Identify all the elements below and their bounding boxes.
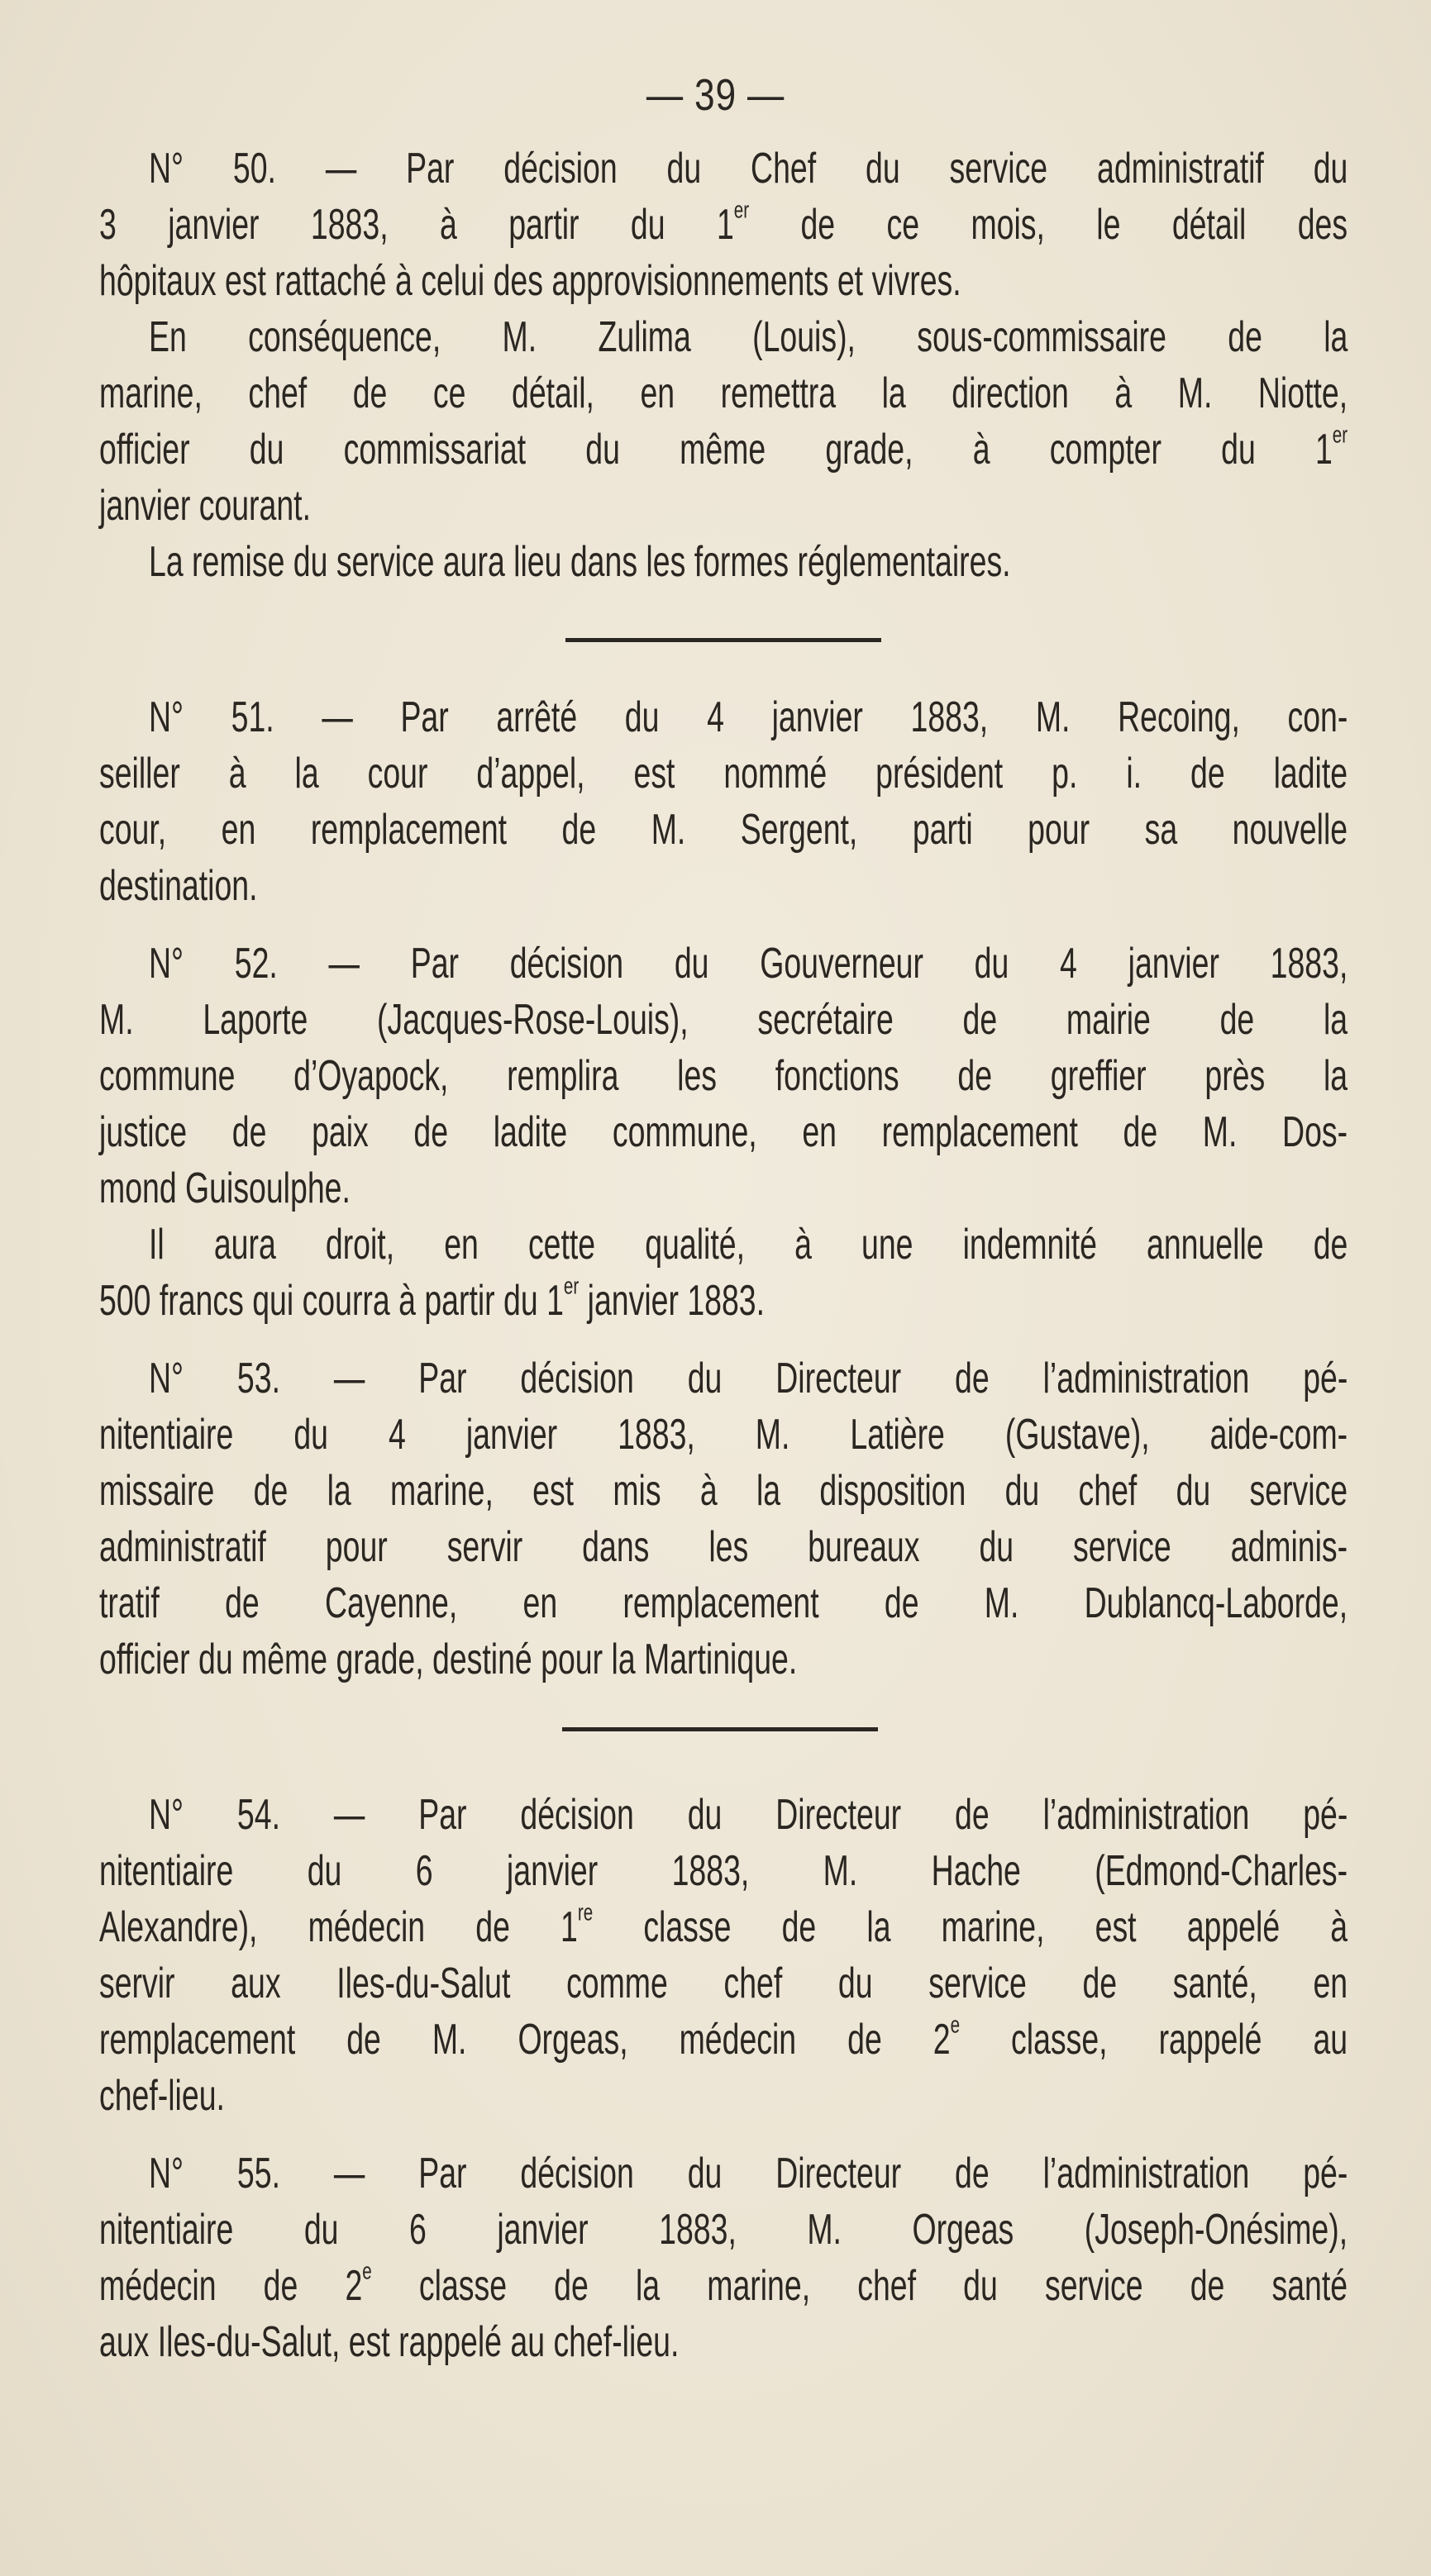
entry-50 — [99, 140, 1348, 590]
text-line — [99, 478, 1348, 534]
entry-54 — [99, 1787, 1348, 2124]
text-line-content: N° 51. — Par arrêté du 4 janvier 1883, M. Recoing, con- — [149, 693, 1348, 741]
page-number: — 39 — — [646, 70, 785, 120]
text-line-content: janvier courant. — [99, 482, 311, 530]
text-line — [99, 1955, 1348, 2012]
text-line — [99, 936, 1348, 992]
text-line — [99, 992, 1348, 1048]
text-line-content: En conséquence, M. Zulima (Louis), sous-commissaire de la — [149, 313, 1348, 361]
text-line-content: mond Guisoulphe. — [99, 1164, 351, 1212]
text-line — [99, 1899, 1348, 1955]
text-line-content: marine, chef de ce détail, en remettra la direction à M. Niotte, — [99, 369, 1348, 417]
text-line-content: N° 50. — Par décision du Chef du service administratif du — [149, 145, 1348, 193]
text-line-content: seiller à la cour d’appel, est nommé président p. i. de ladite — [99, 750, 1348, 798]
text-line-content: N° 55. — Par décision du Directeur de l’administration pé- — [149, 2150, 1348, 2197]
text-line — [99, 2068, 1348, 2124]
text-line-content: commune d’Oyapock, remplira les fonctions de greffier près la — [99, 1052, 1348, 1100]
document-body — [99, 140, 1348, 2370]
text-line-content: remplacement de M. Orgeas, médecin de 2e classe, rappelé au — [99, 2012, 1348, 2064]
text-line-content: servir aux Iles-du-Salut comme chef du service de santé, en — [99, 1959, 1348, 2007]
text-line — [99, 745, 1348, 802]
text-line-content: nitentiaire du 6 janvier 1883, M. Hache (Edmond-Charles- — [99, 1847, 1348, 1895]
text-line-content: hôpitaux est rattaché à celui des approvisionnements et vivres. — [99, 257, 961, 305]
text-line-content: 500 francs qui courra à partir du 1er janvier 1883. — [99, 1273, 766, 1325]
text-line — [99, 1273, 1348, 1329]
text-line — [99, 1843, 1348, 1899]
text-line — [99, 1407, 1348, 1463]
text-line-content: cour, en remplacement de M. Sergent, parti pour sa nouvelle — [99, 806, 1348, 854]
entry-53 — [99, 1350, 1348, 1688]
text-line-content: missaire de la marine, est mis à la disposition du chef du service — [99, 1467, 1348, 1515]
text-line-content: N° 52. — Par décision du Gouverneur du 4 janvier 1883, — [149, 940, 1348, 988]
text-line-content: nitentiaire du 6 janvier 1883, M. Orgeas (Joseph-Onésime), — [99, 2206, 1348, 2254]
text-line-content: administratif pour servir dans les bureaux du service adminis- — [99, 1523, 1348, 1571]
text-line — [99, 2258, 1348, 2314]
text-line — [99, 253, 1348, 309]
text-line-content: M. Laporte (Jacques-Rose-Louis), secrétaire de mairie de la — [99, 996, 1348, 1044]
text-line — [99, 197, 1348, 253]
text-line-content: 3 janvier 1883, à partir du 1er de ce mois, le détail des — [99, 197, 1348, 249]
text-line — [99, 1160, 1348, 1217]
entry-51 — [99, 689, 1348, 914]
text-line — [99, 2314, 1348, 2370]
text-line-content: tratif de Cayenne, en remplacement de M. Dublancq-Laborde, — [99, 1579, 1348, 1627]
text-line — [99, 1575, 1348, 1631]
text-line-content: officier du même grade, destiné pour la Martinique. — [99, 1636, 798, 1683]
text-line — [99, 2012, 1348, 2068]
text-line — [99, 365, 1348, 421]
text-line — [99, 1631, 1348, 1688]
text-line-content: N° 54. — Par décision du Directeur de l’administration pé- — [149, 1791, 1348, 1839]
entry-52 — [99, 936, 1348, 1329]
text-line-content: Il aura droit, en cette qualité, à une indemnité annuelle de — [149, 1221, 1348, 1269]
text-line — [99, 1519, 1348, 1575]
text-line — [99, 689, 1348, 745]
text-line-content: justice de paix de ladite commune, en remplacement de M. Dos- — [99, 1108, 1348, 1156]
text-line — [99, 802, 1348, 858]
section-divider-rule — [562, 1727, 878, 1731]
text-line-content: nitentiaire du 4 janvier 1883, M. Latière (Gustave), aide-com- — [99, 1411, 1348, 1459]
text-line — [99, 1350, 1348, 1407]
text-line — [99, 1217, 1348, 1273]
text-line-content: aux Iles-du-Salut, est rappelé au chef-lieu. — [99, 2318, 680, 2366]
text-line — [99, 1104, 1348, 1160]
text-line — [99, 2145, 1348, 2202]
entry-55 — [99, 2145, 1348, 2370]
text-line — [99, 140, 1348, 197]
text-line-content: La remise du service aura lieu dans les formes réglementaires. — [149, 538, 1011, 586]
text-line — [99, 2202, 1348, 2258]
text-line — [99, 1787, 1348, 1843]
text-line-content: officier du commissariat du même grade, à compter du 1er — [99, 421, 1348, 474]
text-line-content: destination. — [99, 862, 258, 910]
text-line — [99, 858, 1348, 914]
text-line-content: N° 53. — Par décision du Directeur de l’administration pé- — [149, 1355, 1348, 1402]
text-line-content: chef-lieu. — [99, 2072, 225, 2120]
text-line — [99, 534, 1348, 590]
text-line — [99, 1048, 1348, 1104]
section-divider-rule — [565, 638, 881, 642]
text-line-content: médecin de 2e classe de la marine, chef du service de santé — [99, 2258, 1348, 2310]
text-line — [99, 309, 1348, 365]
text-line — [99, 421, 1348, 478]
text-line — [99, 1463, 1348, 1519]
text-line-content: Alexandre), médecin de 1re classe de la marine, est appelé à — [99, 1899, 1348, 1951]
